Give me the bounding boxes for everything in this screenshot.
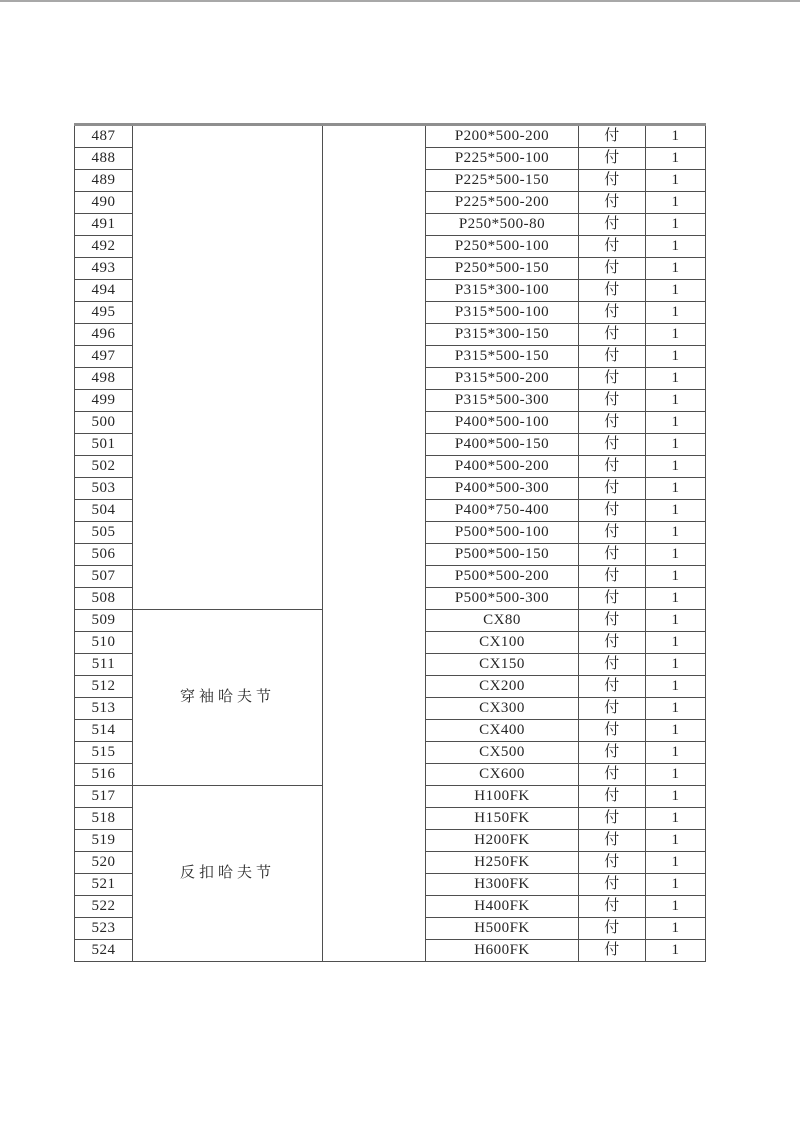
unit-cell: 付 — [579, 698, 646, 720]
unit-cell: 付 — [579, 566, 646, 588]
row-number-cell: 500 — [75, 412, 133, 434]
qty-cell: 1 — [646, 632, 706, 654]
spec-cell: P250*500-80 — [426, 214, 579, 236]
unit-cell: 付 — [579, 434, 646, 456]
qty-cell: 1 — [646, 830, 706, 852]
category-cell: 穿袖哈夫节 — [133, 610, 323, 786]
spec-cell: P250*500-150 — [426, 258, 579, 280]
spec-cell: P400*750-400 — [426, 500, 579, 522]
row-number-cell: 496 — [75, 324, 133, 346]
unit-cell: 付 — [579, 192, 646, 214]
row-number-cell: 523 — [75, 918, 133, 940]
qty-cell: 1 — [646, 258, 706, 280]
spec-cell: H400FK — [426, 896, 579, 918]
unit-cell: 付 — [579, 632, 646, 654]
spec-cell: H150FK — [426, 808, 579, 830]
spec-cell: P225*500-200 — [426, 192, 579, 214]
unit-cell: 付 — [579, 258, 646, 280]
unit-cell: 付 — [579, 346, 646, 368]
qty-cell: 1 — [646, 874, 706, 896]
qty-cell: 1 — [646, 940, 706, 962]
row-number-cell: 504 — [75, 500, 133, 522]
qty-cell: 1 — [646, 192, 706, 214]
qty-cell: 1 — [646, 852, 706, 874]
unit-cell: 付 — [579, 478, 646, 500]
unit-cell: 付 — [579, 170, 646, 192]
row-number-cell: 506 — [75, 544, 133, 566]
qty-cell: 1 — [646, 500, 706, 522]
spec-cell: P315*500-150 — [426, 346, 579, 368]
spec-cell: CX400 — [426, 720, 579, 742]
qty-cell: 1 — [646, 456, 706, 478]
unit-cell: 付 — [579, 456, 646, 478]
qty-cell: 1 — [646, 742, 706, 764]
unit-cell: 付 — [579, 852, 646, 874]
category-cell — [133, 125, 323, 610]
spec-cell: P225*500-100 — [426, 148, 579, 170]
unit-cell: 付 — [579, 324, 646, 346]
row-number-cell: 497 — [75, 346, 133, 368]
qty-cell: 1 — [646, 302, 706, 324]
qty-cell: 1 — [646, 346, 706, 368]
qty-cell: 1 — [646, 896, 706, 918]
spec-cell: P500*500-300 — [426, 588, 579, 610]
unit-cell: 付 — [579, 368, 646, 390]
unit-cell: 付 — [579, 236, 646, 258]
spec-cell: CX200 — [426, 676, 579, 698]
parts-table-body — [75, 125, 706, 962]
row-number-cell: 493 — [75, 258, 133, 280]
spec-cell: CX150 — [426, 654, 579, 676]
row-number-cell: 507 — [75, 566, 133, 588]
spec-cell: H500FK — [426, 918, 579, 940]
unit-cell: 付 — [579, 544, 646, 566]
row-number-cell: 488 — [75, 148, 133, 170]
row-number-cell: 490 — [75, 192, 133, 214]
unit-cell: 付 — [579, 588, 646, 610]
qty-cell: 1 — [646, 654, 706, 676]
unit-cell: 付 — [579, 412, 646, 434]
spec-cell: P500*500-100 — [426, 522, 579, 544]
spec-cell: CX600 — [426, 764, 579, 786]
unit-cell: 付 — [579, 896, 646, 918]
qty-cell: 1 — [646, 324, 706, 346]
row-number-cell: 501 — [75, 434, 133, 456]
spec-cell: H200FK — [426, 830, 579, 852]
category-cell: 反扣哈夫节 — [133, 786, 323, 962]
row-number-cell: 499 — [75, 390, 133, 412]
unit-cell: 付 — [579, 125, 646, 148]
spec-cell: CX100 — [426, 632, 579, 654]
qty-cell: 1 — [646, 148, 706, 170]
qty-cell: 1 — [646, 786, 706, 808]
row-number-cell: 495 — [75, 302, 133, 324]
unit-cell: 付 — [579, 764, 646, 786]
unit-cell: 付 — [579, 522, 646, 544]
spec-cell: P500*500-200 — [426, 566, 579, 588]
spec-cell: P315*500-300 — [426, 390, 579, 412]
unit-cell: 付 — [579, 302, 646, 324]
spec-cell: H250FK — [426, 852, 579, 874]
spec-cell: CX300 — [426, 698, 579, 720]
spec-cell: CX500 — [426, 742, 579, 764]
unit-cell: 付 — [579, 830, 646, 852]
row-number-cell: 487 — [75, 125, 133, 148]
row-number-cell: 489 — [75, 170, 133, 192]
spec-cell: P400*500-150 — [426, 434, 579, 456]
row-number-cell: 510 — [75, 632, 133, 654]
unit-cell: 付 — [579, 786, 646, 808]
unit-cell: 付 — [579, 390, 646, 412]
qty-cell: 1 — [646, 170, 706, 192]
spec-cell: P200*500-200 — [426, 125, 579, 148]
page-edge-line — [0, 0, 800, 2]
row-number-cell: 517 — [75, 786, 133, 808]
row-number-cell: 521 — [75, 874, 133, 896]
unit-cell: 付 — [579, 280, 646, 302]
row-number-cell: 515 — [75, 742, 133, 764]
row-number-cell: 519 — [75, 830, 133, 852]
row-number-cell: 502 — [75, 456, 133, 478]
qty-cell: 1 — [646, 610, 706, 632]
row-number-cell: 494 — [75, 280, 133, 302]
row-number-cell: 498 — [75, 368, 133, 390]
qty-cell: 1 — [646, 588, 706, 610]
unit-cell: 付 — [579, 720, 646, 742]
unit-cell: 付 — [579, 610, 646, 632]
qty-cell: 1 — [646, 214, 706, 236]
spec-cell: P315*300-100 — [426, 280, 579, 302]
row-number-cell: 503 — [75, 478, 133, 500]
qty-cell: 1 — [646, 368, 706, 390]
row-number-cell: 491 — [75, 214, 133, 236]
unit-cell: 付 — [579, 940, 646, 962]
qty-cell: 1 — [646, 808, 706, 830]
spec-cell: P400*500-300 — [426, 478, 579, 500]
row-number-cell: 505 — [75, 522, 133, 544]
row-number-cell: 508 — [75, 588, 133, 610]
spec-cell: H600FK — [426, 940, 579, 962]
spec-cell: P315*500-100 — [426, 302, 579, 324]
unit-cell: 付 — [579, 148, 646, 170]
row-number-cell: 520 — [75, 852, 133, 874]
spec-cell: P500*500-150 — [426, 544, 579, 566]
qty-cell: 1 — [646, 280, 706, 302]
qty-cell: 1 — [646, 390, 706, 412]
qty-cell: 1 — [646, 412, 706, 434]
spec-cell: H100FK — [426, 786, 579, 808]
qty-cell: 1 — [646, 698, 706, 720]
spec-cell: P400*500-200 — [426, 456, 579, 478]
spec-cell: P250*500-100 — [426, 236, 579, 258]
row-number-cell: 492 — [75, 236, 133, 258]
row-number-cell: 509 — [75, 610, 133, 632]
row-number-cell: 522 — [75, 896, 133, 918]
parts-table — [74, 123, 706, 962]
unit-cell: 付 — [579, 676, 646, 698]
qty-cell: 1 — [646, 125, 706, 148]
spec-cell: P225*500-150 — [426, 170, 579, 192]
spacer-cell — [323, 125, 426, 962]
row-number-cell: 524 — [75, 940, 133, 962]
qty-cell: 1 — [646, 676, 706, 698]
row-number-cell: 516 — [75, 764, 133, 786]
row-number-cell: 518 — [75, 808, 133, 830]
qty-cell: 1 — [646, 522, 706, 544]
unit-cell: 付 — [579, 654, 646, 676]
qty-cell: 1 — [646, 236, 706, 258]
unit-cell: 付 — [579, 874, 646, 896]
row-number-cell: 512 — [75, 676, 133, 698]
unit-cell: 付 — [579, 918, 646, 940]
spec-cell: P400*500-100 — [426, 412, 579, 434]
spec-cell: CX80 — [426, 610, 579, 632]
row-number-cell: 513 — [75, 698, 133, 720]
table-row — [75, 125, 706, 148]
row-number-cell: 514 — [75, 720, 133, 742]
qty-cell: 1 — [646, 720, 706, 742]
qty-cell: 1 — [646, 764, 706, 786]
qty-cell: 1 — [646, 918, 706, 940]
qty-cell: 1 — [646, 544, 706, 566]
qty-cell: 1 — [646, 566, 706, 588]
unit-cell: 付 — [579, 500, 646, 522]
unit-cell: 付 — [579, 742, 646, 764]
spec-cell: H300FK — [426, 874, 579, 896]
unit-cell: 付 — [579, 808, 646, 830]
qty-cell: 1 — [646, 478, 706, 500]
row-number-cell: 511 — [75, 654, 133, 676]
spec-cell: P315*300-150 — [426, 324, 579, 346]
unit-cell: 付 — [579, 214, 646, 236]
qty-cell: 1 — [646, 434, 706, 456]
spec-cell: P315*500-200 — [426, 368, 579, 390]
